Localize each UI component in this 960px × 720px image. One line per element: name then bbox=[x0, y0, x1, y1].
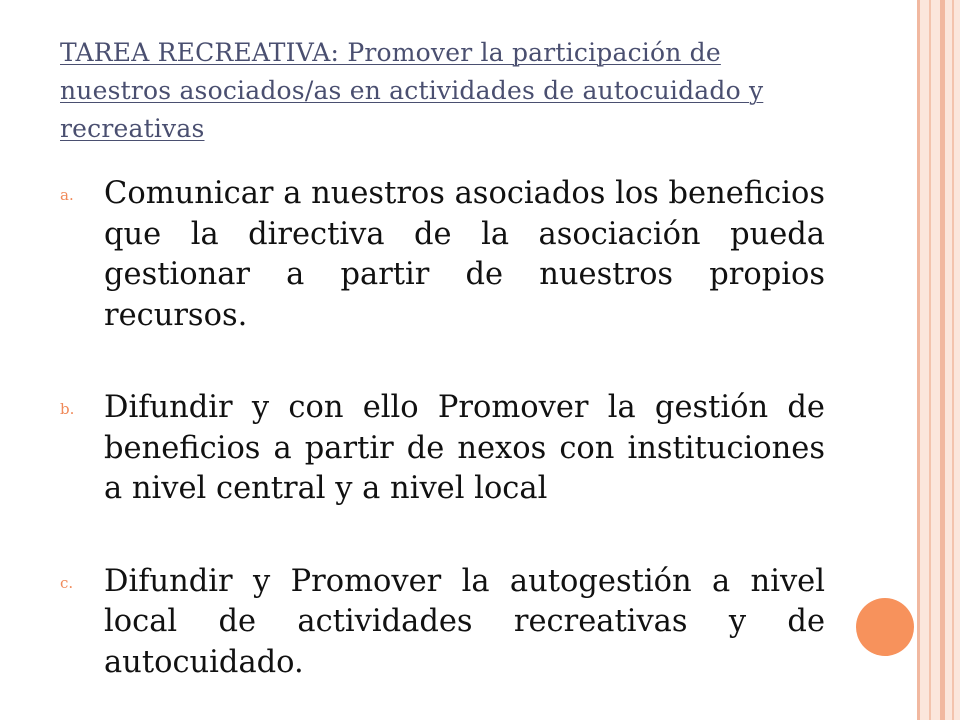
decorative-stripe bbox=[917, 0, 920, 720]
list-marker: a. bbox=[60, 186, 74, 204]
list-item-text: Difundir y Promover la autogestión a nivel local de actividades recreativas y de autocuidado. bbox=[104, 563, 825, 680]
decorative-stripe bbox=[952, 0, 954, 720]
list-item-text: Comunicar a nuestros asociados los beneficios que la directiva de la asociación pueda gestionar a partir de nuestros propios recursos. bbox=[104, 176, 825, 333]
list-marker: b. bbox=[60, 400, 75, 418]
list-item bbox=[60, 388, 825, 510]
list-item-text: Difundir y con ello Promover la gestión de beneficios a partir de nexos con instituciones a nivel central y a nivel local bbox=[104, 390, 825, 506]
list-item bbox=[60, 562, 825, 684]
decorative-stripe bbox=[929, 0, 931, 720]
list-marker: c. bbox=[60, 573, 74, 592]
list-item bbox=[60, 174, 825, 336]
decorative-stripe bbox=[940, 0, 945, 720]
accent-circle-icon bbox=[856, 598, 914, 656]
slide-title: TAREA RECREATIVA: Promover la participación de nuestros asociados/as en actividades de autocuidado y recreativas bbox=[60, 38, 764, 143]
bullet-list bbox=[60, 174, 825, 683]
